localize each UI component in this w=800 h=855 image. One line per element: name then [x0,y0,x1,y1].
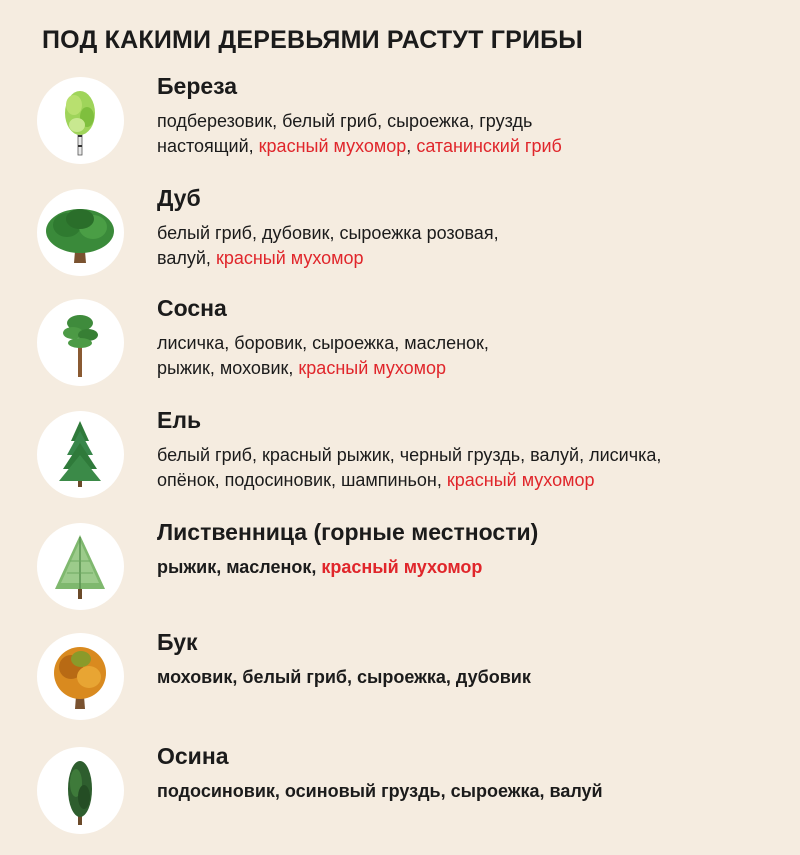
mushroom-text: опёнок, подосиновик, шампиньон, [157,470,447,490]
mushroom-text: белый гриб, красный рыжик, черный груздь, валуй, лисичка, [157,445,662,465]
mushroom-text: рыжик, моховик, [157,358,299,378]
mushroom-line [157,555,482,580]
poisonous-mushroom: красный мухомор [215,248,364,268]
tree-name: Лиственница (горные местности) [157,519,539,545]
mushroom-line [157,134,562,159]
beech-tree-icon [37,633,124,720]
mushroom-text: подосиновик, осиновый груздь, сыроежка, валуй [157,781,603,801]
mushroom-line [157,443,661,468]
mushroom-list [157,221,499,271]
birch-tree-icon [37,77,124,164]
tree-name: Осина [157,743,229,769]
mushroom-line [157,221,499,246]
mushroom-line [157,331,489,356]
poisonous-mushroom: сатанинский гриб [416,136,562,156]
mushroom-text: белый гриб, дубовик, сыроежка розовая, [157,223,499,243]
tree-name: Ель [157,407,202,433]
mushroom-line [157,665,531,690]
mushroom-text: рыжик, масленок, [157,557,322,577]
mushroom-list [157,109,562,159]
oak-tree-icon [37,189,124,276]
mushroom-text: моховик, белый гриб, сыроежка, дубовик [157,667,531,687]
mushroom-text: лисичка, боровик, сыроежка, масленок, [157,333,489,353]
tree-name: Сосна [157,295,227,321]
poisonous-mushroom: красный мухомор [446,470,595,490]
page-title: ПОД КАКИМИ ДЕРЕВЬЯМИ РАСТУТ ГРИБЫ [42,26,583,54]
mushroom-line [157,246,499,271]
mushroom-line [157,109,562,134]
mushroom-line [157,779,603,804]
mushroom-list [157,443,661,493]
mushroom-text: настоящий, [157,136,259,156]
poisonous-mushroom: красный мухомор [258,136,407,156]
mushroom-line [157,468,661,493]
pine-tree-icon [37,299,124,386]
mushroom-text: валуй, [157,248,216,268]
tree-name: Береза [157,73,238,99]
spruce-tree-icon [37,411,124,498]
mushroom-list [157,555,482,580]
poisonous-mushroom: красный мухомор [321,557,483,577]
tree-name: Дуб [157,185,201,211]
aspen-tree-icon [37,747,124,834]
tree-name: Бук [157,629,198,655]
mushroom-list [157,331,489,381]
larch-tree-icon [37,523,124,610]
mushroom-text: , [406,136,417,156]
poisonous-mushroom: красный мухомор [298,358,447,378]
mushroom-text: подберезовик, белый гриб, сыроежка, груздь [157,111,533,131]
mushroom-line [157,356,489,381]
mushroom-list [157,665,531,690]
mushroom-list [157,779,603,804]
